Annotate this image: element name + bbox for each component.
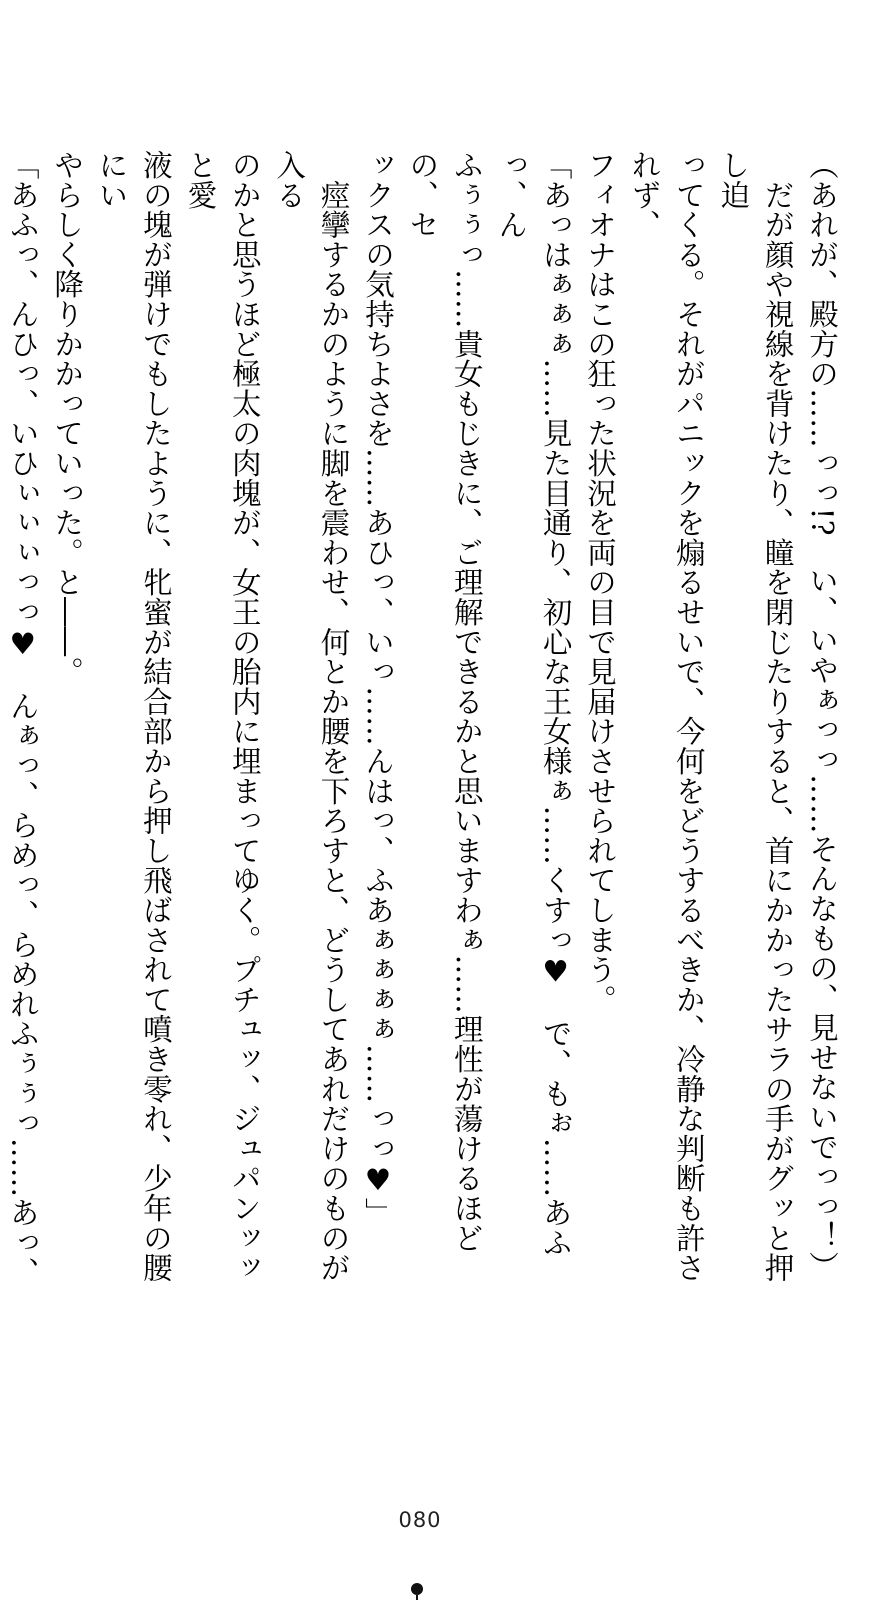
text-line: のかと思うほど極太の肉塊が、女王の胎内に埋まってゆく。プチュッ、ジュパンッッと愛: [183, 150, 262, 1283]
text-line: 「あっはぁぁぁ……見た目通り、初心な王女様ぁ……くすっ♥ で、もぉ……あふっ、ん: [494, 150, 573, 1258]
text-line: ふぅぅっ……貴女もじきに、ご理解できるかと思いますわぁ……理性が蕩けるほどの、セ: [405, 150, 484, 1253]
text-line: フィオナはこの狂った状況を両の目で見届けさせられてしまう。: [582, 150, 617, 1015]
page-number: 080: [398, 1508, 442, 1532]
text-line: （あれが、殿方の……っっ!? い、いやぁっっ……そんなもの、見せないでっっ！）: [805, 150, 839, 1281]
text-line: ックスの気持ちよさを……あひっ、いっ……んはっ、ふあぁぁぁぁ……っっ♥」: [360, 150, 395, 1228]
page-marker-stem: [416, 1595, 418, 1600]
text-line: 「あふっ、んひっ、いひぃぃぃっっ♥ んぁっ、らめっ、らめれふぅぅっ……あっ、: [5, 150, 40, 1287]
vertical-body-text: [5, 150, 844, 1310]
text-line: ってくる。それがパニックを煽るせいで、今何をどうするべきか、冷静な判断も許されず、: [627, 150, 706, 1283]
text-line: だが顔や視線を背けたり、瞳を閉じたりすると、首にかかったサラの手がグッと押し迫: [716, 150, 795, 1283]
text-line: 痙攣するかのように脚を震わせ、何とか腰を下ろすと、どうしてあれだけのものが入る: [272, 150, 351, 1283]
text-line: 液の塊が弾けでもしたように、牝蜜が結合部から押し飛ばされて噴き零れ、少年の腰にい: [94, 150, 173, 1283]
page-marker-dot-icon: [411, 1583, 423, 1595]
text-line: やらしく降りかかっていった。と――。: [50, 150, 85, 687]
